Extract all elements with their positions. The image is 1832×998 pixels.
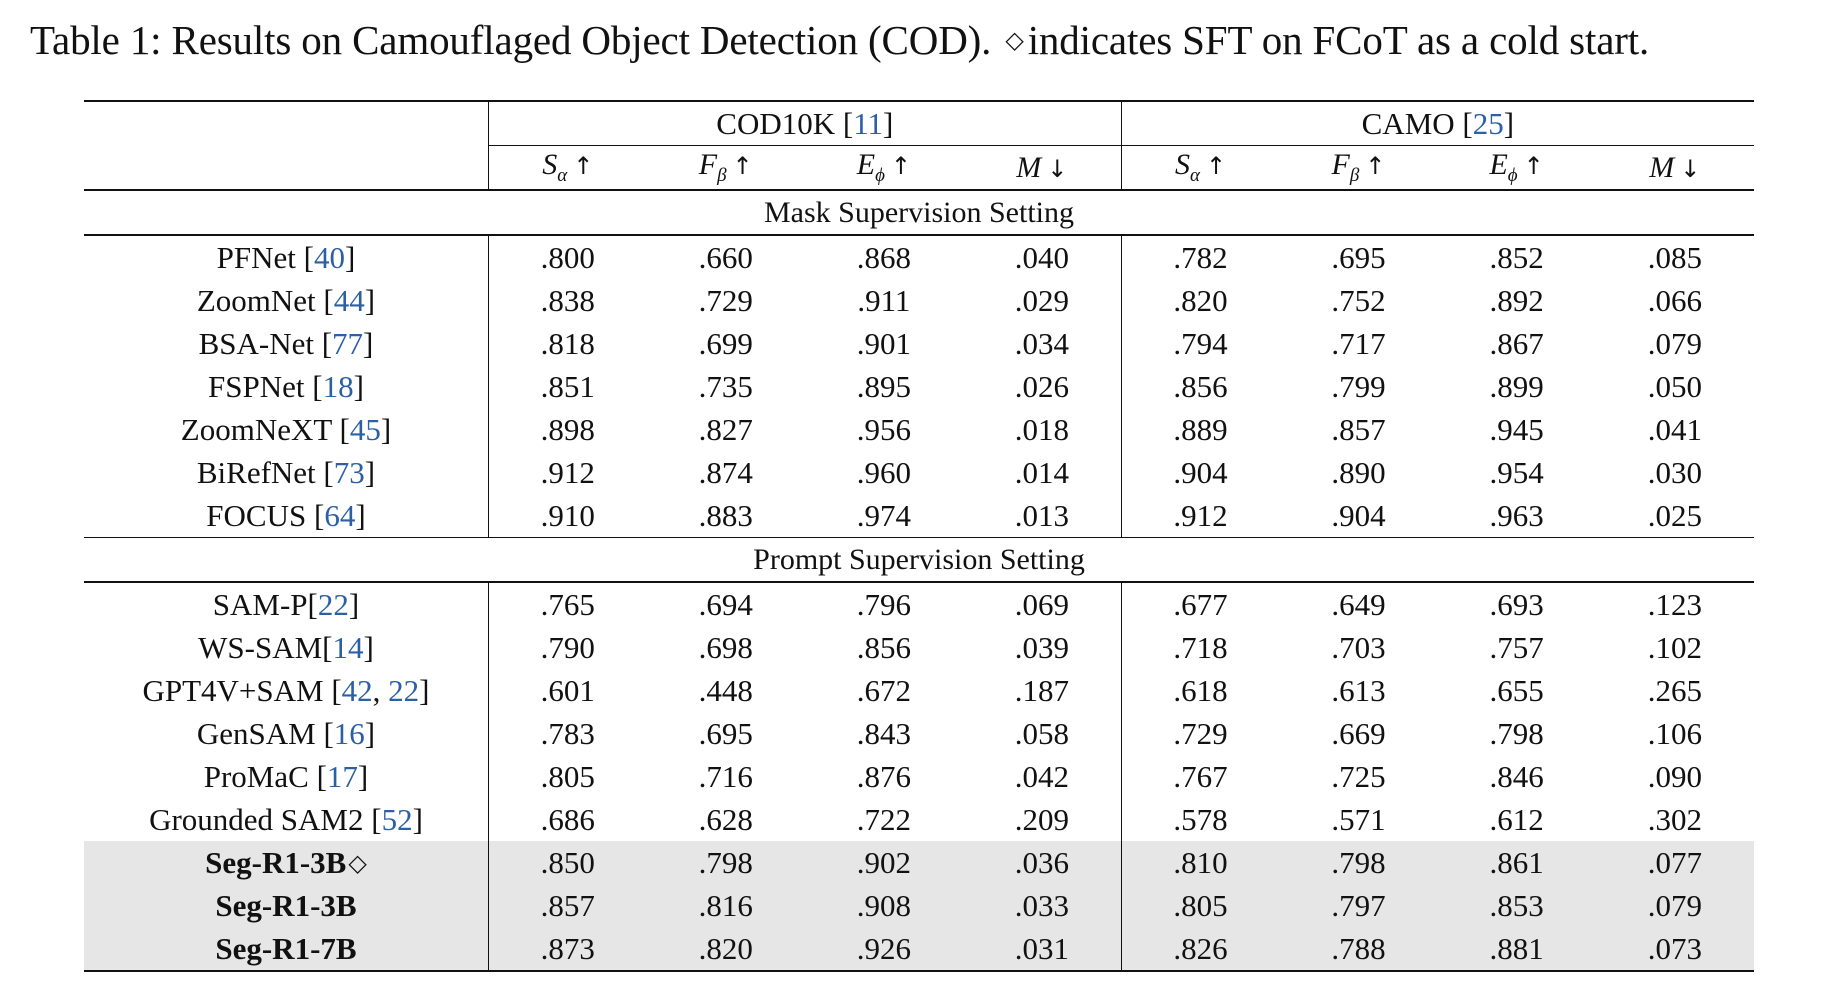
metric-symbol: F [698,148,718,181]
arrow-up-icon: ↑ [573,152,594,180]
value-cell: .655 [1489,672,1544,708]
value-cell: .077 [1596,841,1754,884]
citation-link: 73 [333,454,365,490]
value-cell: .843 [856,715,911,751]
caption-suffix: indicates SFT on FCoT as a cold start. [1027,17,1650,63]
method-name: Seg-R1-7B [215,930,357,966]
value-cell: .783 [540,715,595,751]
value-cell: .818 [540,325,595,361]
citation-link: 64 [324,497,356,533]
value-cell: .729 [1173,715,1228,751]
value-cell: .013 [963,494,1121,538]
value-cell: .800 [540,239,595,275]
value-cell: .660 [698,239,753,275]
dataset-name: COD10K [716,105,836,141]
table-row [84,755,1754,798]
value-cell: .729 [698,282,753,318]
value-cell: .902 [805,841,963,884]
value-cell: .018 [963,408,1121,451]
method-name: GPT4V+SAM [142,672,324,708]
value-cell: .788 [1279,927,1437,971]
value-cell: .601 [540,672,595,708]
arrow-up-icon: ↑ [1365,152,1386,180]
method-cell: GPT4V+SAM [42, 22] [84,669,488,712]
method-cell: BSA-Net [77] [84,322,488,365]
value-cell: .889 [1173,411,1228,447]
value-cell: .725 [1331,758,1386,794]
value-cell: .798 [1279,841,1437,884]
value-cell: .850 [488,841,646,884]
method-name: ZoomNeXT [180,411,332,447]
value-cell: .014 [963,451,1121,494]
method-cell: FSPNet [18] [84,365,488,408]
metric-header [1279,146,1437,191]
value-cell: .302 [1647,801,1702,837]
value-cell: .686 [540,801,595,837]
caption-prefix: Table 1: Results on Camouflaged Object Detection (COD). [30,17,992,63]
value-cell: .672 [856,672,911,708]
metric-symbol: M [1016,150,1042,184]
citation-link: 22 [388,672,420,708]
value-cell: .767 [1173,758,1228,794]
value-cell: .857 [1331,411,1386,447]
method-cell [84,927,488,971]
value-cell: .911 [857,282,911,318]
value-cell: .827 [698,411,753,447]
value-cell: .735 [698,368,753,404]
header-group-row [84,101,1754,146]
section-header-row [84,538,1754,583]
value-cell: .029 [963,279,1121,322]
metric-subscript: β [1349,165,1360,186]
value-cell: .102 [1647,629,1702,665]
citation-link: 42 [341,672,373,708]
value-cell: .694 [698,586,753,622]
value-cell: .851 [540,368,595,404]
value-cell: .799 [1331,368,1386,404]
metric-header [1121,146,1279,191]
value-cell: .209 [963,798,1121,841]
citation-link: 25 [1472,105,1504,141]
value-cell: .042 [963,755,1121,798]
method-name: BSA-Net [198,325,314,361]
citation-link: 52 [381,801,413,837]
value-cell: .752 [1331,282,1386,318]
value-cell: .030 [1647,454,1702,490]
method-name: GenSAM [196,715,316,751]
value-cell: .782 [1173,239,1228,275]
value-cell: .820 [647,927,805,971]
metric-symbol: S [1174,148,1190,181]
value-cell: .031 [963,927,1121,971]
value-cell: .085 [1647,239,1702,275]
value-cell: .904 [1173,454,1228,490]
method-name: Seg-R1-3B [215,887,357,923]
metric-symbol: E [1489,148,1508,181]
method-name: BiRefNet [196,454,316,490]
value-cell: .265 [1647,672,1702,708]
value-cell: .805 [1121,884,1279,927]
value-cell: .448 [698,672,753,708]
citation-link: 18 [322,368,354,404]
citation-link: 16 [333,715,365,751]
value-cell: .699 [698,325,753,361]
arrow-up-icon: ↑ [1205,152,1227,180]
table-row [84,712,1754,755]
value-cell: .794 [1173,325,1228,361]
value-cell: .899 [1489,368,1544,404]
method-name: ProMaC [203,758,309,794]
metric-subscript: α [557,165,568,186]
method-cell: WS-SAM[14] [84,626,488,669]
header-blank-cell [84,101,488,146]
value-cell: .810 [1121,841,1279,884]
table-caption [30,14,1820,72]
diamond-icon: ◇ [348,848,367,877]
value-cell: .974 [856,497,911,533]
method-name: Seg-R1-3B [205,844,347,880]
value-cell: .649 [1331,586,1386,622]
citation-link: 22 [317,586,349,622]
section-header-row [84,190,1754,235]
value-cell: .036 [963,841,1121,884]
table-row [84,841,1754,884]
table-row [84,235,1754,279]
table-row [84,626,1754,669]
value-cell: .757 [1489,629,1544,665]
value-cell: .904 [1331,497,1386,533]
value-cell: .798 [1489,715,1544,751]
value-cell: .826 [1121,927,1279,971]
value-cell: .954 [1489,454,1544,490]
table-row [84,884,1754,927]
method-name: FOCUS [206,497,307,533]
value-cell: .033 [963,884,1121,927]
metric-symbol: E [856,148,876,181]
metric-subscript: α [1189,165,1200,186]
metric-subscript: β [717,165,727,186]
value-cell: .874 [698,454,753,490]
results-table [84,100,1754,972]
value-cell: .852 [1489,239,1544,275]
table-row [84,494,1754,538]
value-cell: .790 [540,629,595,665]
citation-link: 77 [332,325,364,361]
value-cell: .026 [963,365,1121,408]
value-cell: .797 [1279,884,1437,927]
value-cell: .106 [1647,715,1702,751]
metric-symbol: F [1331,148,1350,181]
table-row [84,927,1754,971]
header-metric-row [84,146,1754,191]
method-cell: ProMaC [17] [84,755,488,798]
value-cell: .895 [856,368,911,404]
arrow-up-icon: ↑ [1523,152,1544,180]
value-cell: .820 [1173,282,1228,318]
arrow-up-icon: ↑ [732,152,753,180]
metric-header [1596,146,1754,191]
header-blank-cell [84,146,488,191]
value-cell: .956 [856,411,911,447]
value-cell: .079 [1647,325,1702,361]
value-cell: .034 [963,322,1121,365]
diamond-icon: ◇ [1005,26,1024,54]
value-cell: .838 [540,282,595,318]
value-cell: .090 [1647,758,1702,794]
method-cell: GenSAM [16] [84,712,488,755]
metric-header [488,146,646,191]
value-cell: .722 [856,801,911,837]
metric-subscript: ϕ [875,165,885,186]
citation-link: 40 [313,239,345,275]
value-cell: .765 [540,586,595,622]
value-cell: .123 [1647,586,1702,622]
value-cell: .901 [856,325,911,361]
value-cell: .912 [540,454,595,490]
value-cell: .695 [1331,239,1386,275]
section-title: Mask Supervision Setting [84,190,1754,235]
value-cell: .816 [647,884,805,927]
value-cell: .058 [963,712,1121,755]
method-name: WS-SAM [198,629,323,665]
table-row [84,451,1754,494]
value-cell: .025 [1647,497,1702,533]
value-cell: .912 [1173,497,1228,533]
value-cell: .873 [488,927,646,971]
value-cell: .908 [805,884,963,927]
value-cell: .857 [488,884,646,927]
value-cell: .910 [540,497,595,533]
citation-link: 44 [333,282,365,318]
value-cell: .187 [963,669,1121,712]
value-cell: .861 [1438,841,1596,884]
value-cell: .695 [698,715,753,751]
value-cell: .050 [1647,368,1702,404]
value-cell: .796 [856,586,911,622]
table-row [84,365,1754,408]
method-name: PFNet [216,239,296,275]
table-row [84,408,1754,451]
method-cell: PFNet [40] [84,235,488,279]
metric-header [1438,146,1596,191]
method-name: SAM-P [212,586,308,622]
value-cell: .039 [963,626,1121,669]
value-cell: .677 [1173,586,1228,622]
metric-header [805,146,963,191]
value-cell: .805 [540,758,595,794]
value-cell: .898 [540,411,595,447]
value-cell: .571 [1331,801,1386,837]
value-cell: .612 [1489,801,1544,837]
table-row [84,279,1754,322]
value-cell: .069 [963,582,1121,626]
method-cell: BiRefNet [73] [84,451,488,494]
citation-link: 17 [326,758,358,794]
method-name: ZoomNet [196,282,316,318]
method-name: FSPNet [208,368,305,404]
value-cell: .040 [963,235,1121,279]
method-cell: ZoomNet [44] [84,279,488,322]
value-cell: .618 [1173,672,1228,708]
method-cell: ZoomNeXT [45] [84,408,488,451]
citation-link: 45 [349,411,381,447]
method-cell [84,841,488,884]
metric-header [963,146,1121,191]
value-cell: .613 [1331,672,1386,708]
value-cell: .890 [1331,454,1386,490]
value-cell: .876 [856,758,911,794]
value-cell: .041 [1647,411,1702,447]
value-cell: .079 [1596,884,1754,927]
value-cell: .628 [698,801,753,837]
value-cell: .718 [1173,629,1228,665]
value-cell: .717 [1331,325,1386,361]
value-cell: .066 [1647,282,1702,318]
value-cell: .868 [856,239,911,275]
value-cell: .578 [1173,801,1228,837]
table-row [84,669,1754,712]
value-cell: .867 [1489,325,1544,361]
metric-header [647,146,805,191]
value-cell: .073 [1596,927,1754,971]
value-cell: .960 [856,454,911,490]
dataset-header-camo: CAMO [25] [1121,101,1754,146]
method-cell: FOCUS [64] [84,494,488,538]
section-title: Prompt Supervision Setting [84,538,1754,583]
value-cell: .881 [1438,927,1596,971]
value-cell: .798 [647,841,805,884]
dataset-name: CAMO [1361,105,1455,141]
value-cell: .945 [1489,411,1544,447]
value-cell: .856 [1173,368,1228,404]
table-row [84,322,1754,365]
value-cell: .693 [1489,586,1544,622]
table-row [84,582,1754,626]
value-cell: .716 [698,758,753,794]
value-cell: .703 [1331,629,1386,665]
value-cell: .883 [698,497,753,533]
value-cell: .698 [698,629,753,665]
value-cell: .963 [1489,497,1544,533]
metric-symbol: S [542,148,558,181]
citation-link: 14 [332,629,364,665]
metric-subscript: ϕ [1507,165,1518,186]
citation-link: 11 [853,105,884,141]
arrow-down-icon: ↓ [1680,154,1701,183]
arrow-down-icon: ↓ [1047,154,1068,183]
value-cell: .853 [1438,884,1596,927]
dataset-header-cod10k: COD10K [11] [488,101,1121,146]
value-cell: .669 [1331,715,1386,751]
method-cell: Grounded SAM2 [52] [84,798,488,841]
value-cell: .926 [805,927,963,971]
method-cell [84,884,488,927]
value-cell: .856 [856,629,911,665]
metric-symbol: M [1649,150,1675,184]
method-cell: SAM-P[22] [84,582,488,626]
value-cell: .892 [1489,282,1544,318]
arrow-up-icon: ↑ [890,152,912,180]
table-row [84,798,1754,841]
method-name: Grounded SAM2 [149,801,364,837]
value-cell: .846 [1489,758,1544,794]
